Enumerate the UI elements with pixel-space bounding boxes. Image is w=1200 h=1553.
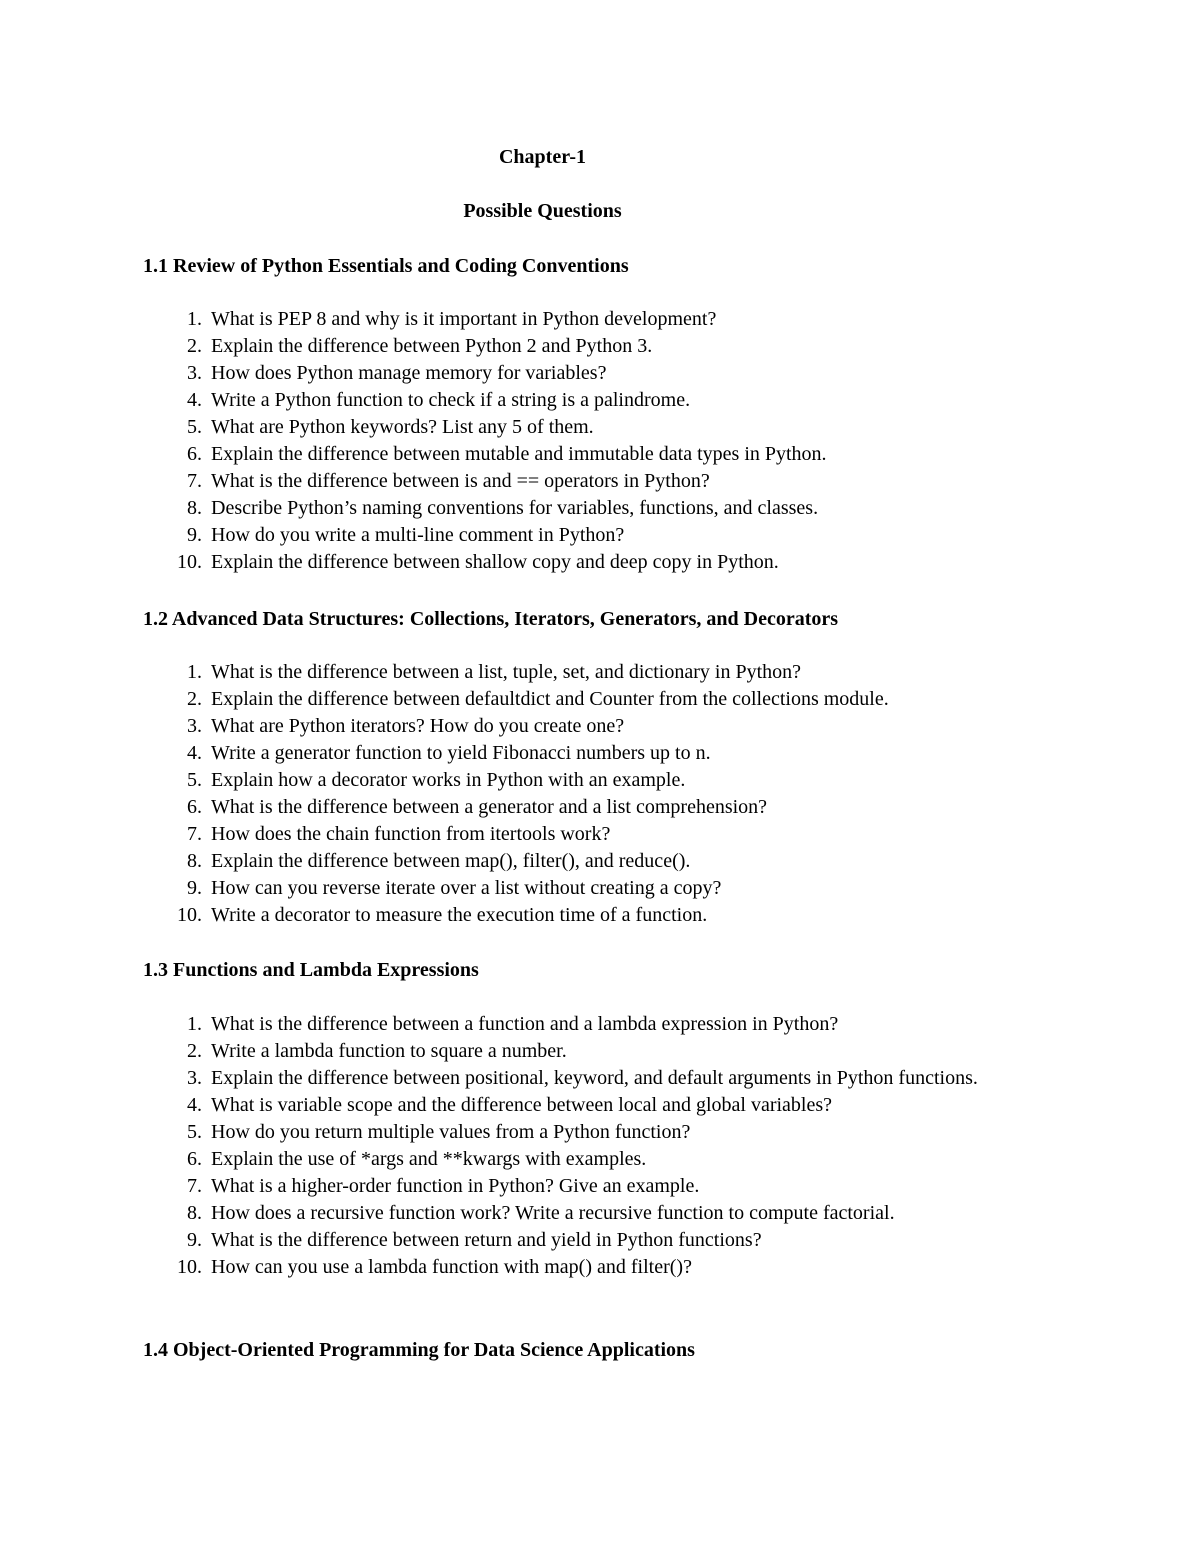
list-item — [0, 1038, 1041, 1065]
question-text: How does the chain function from itertools work? — [211, 823, 611, 845]
item-number: 2. — [187, 1040, 202, 1062]
question-text: Explain the difference between Python 2 and Python 3. — [211, 335, 653, 357]
item-number: 8. — [187, 850, 202, 872]
question-text: What is the difference between a list, tuple, set, and dictionary in Python? — [211, 661, 802, 683]
question-list-1-3 — [0, 1011, 1041, 1281]
question-text: What is a higher-order function in Python? Give an example. — [211, 1175, 700, 1197]
list-item — [0, 686, 1041, 713]
item-number: 1. — [187, 1013, 202, 1035]
page-subtitle: Possible Questions — [463, 200, 622, 222]
item-number: 10. — [177, 904, 202, 926]
item-number: 9. — [187, 1229, 202, 1251]
item-number: 4. — [187, 742, 202, 764]
list-item — [0, 1227, 1041, 1254]
item-number: 6. — [187, 1148, 202, 1170]
question-text: Write a generator function to yield Fibonacci numbers up to n. — [211, 742, 711, 764]
question-text: Explain the difference between shallow copy and deep copy in Python. — [211, 551, 779, 573]
list-item — [0, 1146, 1041, 1173]
item-number: 5. — [187, 416, 202, 438]
list-item — [0, 414, 1041, 441]
question-text: How do you return multiple values from a Python function? — [211, 1121, 691, 1143]
item-number: 8. — [187, 497, 202, 519]
item-number: 9. — [187, 877, 202, 899]
list-item — [0, 522, 1041, 549]
item-number: 6. — [187, 796, 202, 818]
question-text: Describe Python’s naming conventions for variables, functions, and classes. — [211, 497, 819, 519]
item-number: 3. — [187, 715, 202, 737]
question-text: What are Python keywords? List any 5 of them. — [211, 416, 594, 438]
list-item — [0, 659, 1041, 686]
question-text: How do you write a multi-line comment in Python? — [211, 524, 625, 546]
question-text: How does Python manage memory for variables? — [211, 362, 607, 384]
list-item — [0, 468, 1041, 495]
question-text: How can you reverse iterate over a list without creating a copy? — [211, 877, 722, 899]
question-text: Explain the difference between positional, keyword, and default arguments in Python functions. — [211, 1067, 978, 1089]
list-item — [0, 1119, 1041, 1146]
question-text: Explain the difference between map(), filter(), and reduce(). — [211, 850, 691, 872]
item-number: 9. — [187, 524, 202, 546]
question-text: Write a Python function to check if a string is a palindrome. — [211, 389, 691, 411]
question-text: What is the difference between a function and a lambda expression in Python? — [211, 1013, 839, 1035]
section-heading-1-2: 1.2 Advanced Data Structures: Collections, Iterators, Generators, and Decorators — [143, 608, 839, 630]
question-list-1-1 — [0, 306, 1041, 576]
chapter-title: Chapter-1 — [498, 146, 587, 168]
question-text: Explain how a decorator works in Python with an example. — [211, 769, 686, 791]
item-number: 5. — [187, 769, 202, 791]
item-number: 10. — [177, 551, 202, 573]
list-item — [0, 549, 1041, 576]
question-text: Explain the use of *args and **kwargs with examples. — [211, 1148, 647, 1170]
question-text: What is the difference between return and yield in Python functions? — [211, 1229, 762, 1251]
list-item — [0, 902, 1041, 929]
item-number: 6. — [187, 443, 202, 465]
list-item — [0, 495, 1041, 522]
question-text: What is variable scope and the difference between local and global variables? — [211, 1094, 833, 1116]
item-number: 7. — [187, 1175, 202, 1197]
item-number: 2. — [187, 335, 202, 357]
question-text: What are Python iterators? How do you create one? — [211, 715, 625, 737]
question-text: Explain the difference between mutable and immutable data types in Python. — [211, 443, 827, 465]
question-text: What is the difference between is and == operators in Python? — [211, 470, 710, 492]
list-item — [0, 387, 1041, 414]
list-item — [0, 1065, 1041, 1092]
list-item — [0, 848, 1041, 875]
list-item — [0, 441, 1041, 468]
list-item — [0, 1173, 1041, 1200]
question-text: Explain the difference between defaultdict and Counter from the collections module. — [211, 688, 889, 710]
list-item — [0, 794, 1041, 821]
item-number: 1. — [187, 308, 202, 330]
item-number: 7. — [187, 823, 202, 845]
item-number: 3. — [187, 1067, 202, 1089]
question-text: How does a recursive function work? Write a recursive function to compute factorial. — [211, 1202, 895, 1224]
question-list-1-2 — [0, 659, 1041, 929]
list-item — [0, 740, 1041, 767]
section-heading-1-3: 1.3 Functions and Lambda Expressions — [143, 959, 479, 981]
item-number: 4. — [187, 1094, 202, 1116]
list-item — [0, 1011, 1041, 1038]
list-item — [0, 360, 1041, 387]
list-item — [0, 767, 1041, 794]
item-number: 1. — [187, 661, 202, 683]
list-item — [0, 1200, 1041, 1227]
question-text: Write a decorator to measure the execution time of a function. — [211, 904, 708, 926]
question-text: Write a lambda function to square a number. — [211, 1040, 567, 1062]
list-item — [0, 306, 1041, 333]
list-item — [0, 713, 1041, 740]
item-number: 3. — [187, 362, 202, 384]
question-text: How can you use a lambda function with map() and filter()? — [211, 1256, 692, 1278]
list-item — [0, 1254, 1041, 1281]
item-number: 10. — [177, 1256, 202, 1278]
section-heading-1-4: 1.4 Object-Oriented Programming for Data Science Applications — [143, 1339, 695, 1361]
list-item — [0, 821, 1041, 848]
list-item — [0, 1092, 1041, 1119]
item-number: 2. — [187, 688, 202, 710]
question-text: What is the difference between a generator and a list comprehension? — [211, 796, 768, 818]
list-item — [0, 875, 1041, 902]
list-item — [0, 333, 1041, 360]
item-number: 7. — [187, 470, 202, 492]
section-heading-1-1: 1.1 Review of Python Essentials and Coding Conventions — [143, 255, 629, 277]
item-number: 5. — [187, 1121, 202, 1143]
question-text: What is PEP 8 and why is it important in Python development? — [211, 308, 717, 330]
item-number: 8. — [187, 1202, 202, 1224]
item-number: 4. — [187, 389, 202, 411]
